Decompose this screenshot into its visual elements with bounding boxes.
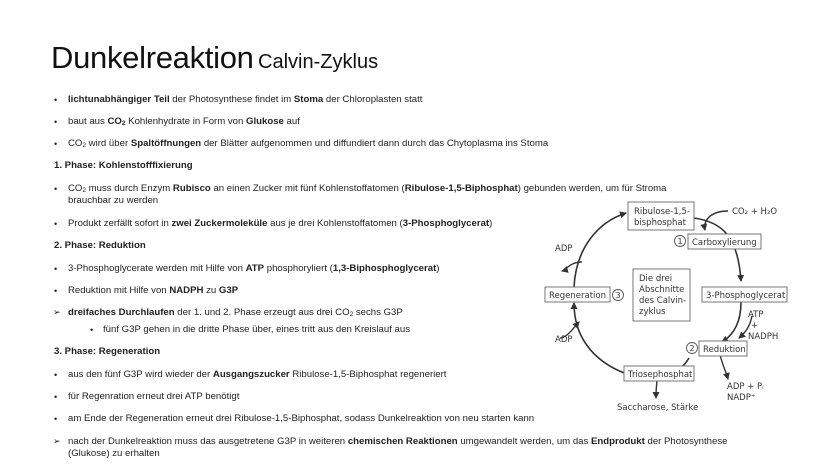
- arrow-pgly-to-reduktion: [722, 302, 741, 342]
- bold-text: Endprodukt: [590, 436, 645, 447]
- text: zu: [203, 285, 219, 296]
- bullet-dot: •: [54, 184, 58, 194]
- label-3-phosphoglycerat: 3-Phosphoglycerat: [706, 291, 786, 301]
- bullet-dot: •: [54, 370, 58, 380]
- bullet-dot: •: [54, 392, 58, 402]
- subscript: 2: [82, 187, 87, 194]
- text: der 1. und 2. Phase erzeugt aus drei CO: [174, 307, 350, 318]
- bold-text: Spaltöffnungen: [130, 138, 202, 149]
- bullet-dot: •: [54, 286, 58, 296]
- bold-text: zwei Zuckermoleküle: [171, 218, 268, 229]
- bold-text: 3-Phosphoglycerat: [402, 218, 490, 229]
- text: aus den fünf G3P wird wieder der: [68, 369, 213, 380]
- text: aus je drei Kohlenstoffatomen (: [267, 218, 403, 229]
- text: wird über: [86, 138, 131, 149]
- text: muss durch Enzym: [86, 183, 173, 194]
- bullet-7: [68, 285, 238, 297]
- arrow-regen-to-ribulose: [574, 213, 626, 287]
- bold-text: lichtunabhängiger Teil: [68, 94, 170, 105]
- bullet-6: [68, 263, 439, 275]
- label-center-2: Abschnitte: [639, 285, 685, 295]
- label-saccharose: Saccharose, Stärke: [617, 403, 699, 413]
- subscript: 2: [121, 120, 126, 127]
- text: CO: [68, 138, 83, 149]
- bullet-10: [68, 369, 446, 381]
- text: auf: [283, 116, 300, 127]
- label-atp: ATP: [748, 310, 764, 320]
- label-regeneration: Regeneration: [549, 291, 606, 301]
- arrow-saccharose-out: [656, 380, 657, 398]
- bold-text: ATP: [245, 263, 265, 274]
- text: ): [436, 263, 440, 274]
- text: nach der Dunkelreaktion muss das ausgetretene G3P in weiteren: [68, 436, 348, 447]
- label-adp-pi: ADP + Pᵢ: [727, 382, 764, 392]
- title-sub: Calvin-Zyklus: [258, 51, 379, 73]
- bullet-8: [68, 307, 403, 321]
- bullet-5: [68, 218, 492, 230]
- text: Kohlenhydrate in Form von: [125, 116, 247, 127]
- text: sechs G3P: [353, 307, 403, 318]
- bullet-dot: •: [54, 219, 58, 229]
- label-ribulose-2: bisphosphat: [634, 218, 686, 228]
- text: baut aus: [68, 116, 108, 127]
- text: phosphoryliert (: [264, 263, 333, 274]
- bullet-11: für Regenration erneut drei ATP benötigt: [68, 391, 240, 402]
- text: CO: [68, 183, 83, 194]
- text: der Photosynthese findet im: [169, 94, 294, 105]
- arrow-co2-in: [705, 211, 728, 230]
- subscript: 2: [82, 142, 87, 149]
- bullet-dot: •: [54, 139, 58, 149]
- bold-text: dreifaches Durchlaufen: [68, 307, 175, 318]
- label-triosephosphat: Triosephosphat: [628, 370, 693, 380]
- arrow-bullet-icon: ➢: [53, 436, 61, 446]
- text: umgewandelt werden, um das: [457, 436, 591, 447]
- phase-2-heading: 2. Phase: Reduktion: [54, 240, 146, 251]
- bullet-1: [68, 94, 422, 106]
- subscript: 2: [349, 311, 354, 318]
- arrow-adp-out-top: [562, 262, 582, 271]
- label-center-1: Die drei: [639, 274, 673, 284]
- bullet-9: fünf G3P gehen in die dritte Phase über, eines tritt aus den Kreislauf aus: [103, 324, 411, 335]
- bullet-12: am Ende der Regeneration erneut drei Ribulose-1,5-Biphosphat, sodass Dunkelreaktion von neu starten kann: [68, 413, 535, 424]
- label-adp-top: ADP: [555, 244, 573, 254]
- step-1-number: 1: [677, 237, 683, 246]
- label-co2-h2o: CO₂ + H₂O: [732, 207, 778, 217]
- bold-text: G3P: [218, 285, 239, 296]
- text: der Chloroplasten statt: [323, 94, 423, 105]
- text: Ribulose-1,5-Biphosphat regeneriert: [289, 369, 447, 380]
- arrow-bullet-icon: ➢: [53, 307, 61, 317]
- text: der Blätter aufgenommen und diffundiert dann durch das Chytoplasma ins Stoma: [201, 138, 549, 149]
- calvin-cycle-diagram: [540, 195, 790, 420]
- bullet-4-continuation: brauchbar zu werden: [68, 195, 159, 206]
- bold-text: Glukose: [246, 116, 284, 127]
- bold-text: Stoma: [293, 94, 324, 105]
- arrow-adp-pi-out: [720, 355, 728, 379]
- bullet-dot: •: [54, 117, 58, 127]
- title-main: Dunkelreaktion: [51, 40, 254, 75]
- bullet-13: [68, 436, 727, 448]
- slide-title: [51, 40, 378, 76]
- label-carboxylierung: Carboxylierung: [692, 238, 757, 248]
- bullet-dot: •: [54, 414, 58, 424]
- label-nadph: NADPH: [748, 332, 779, 342]
- text: Reduktion mit Hilfe von: [68, 285, 170, 296]
- label-ribulose-1: Ribulose-1,5-: [634, 207, 690, 217]
- bullet-2: [68, 116, 300, 130]
- label-center-3: des Calvin-: [639, 296, 687, 306]
- text: ) gebunden werden, um für Stroma: [517, 183, 667, 194]
- bullet-dot: •: [54, 95, 58, 105]
- text: 3-Phosphoglycerate werden mit Hilfe von: [68, 263, 246, 274]
- label-reduktion: Reduktion: [703, 345, 746, 355]
- text: der Photosynthese: [644, 436, 728, 447]
- bold-text: 1,3-Biphosphoglycerat: [332, 263, 437, 274]
- step-2-number: 2: [689, 344, 695, 353]
- text: Produkt zerfällt sofort in: [68, 218, 172, 229]
- phase-1-heading: 1. Phase: Kohlenstofffixierung: [54, 160, 193, 171]
- label-adp-bottom: ADP: [555, 335, 573, 345]
- text: CO: [107, 116, 122, 127]
- phase-3-heading: 3. Phase: Regeneration: [54, 346, 161, 357]
- bold-text: Ribulose-1,5-Biphosphat: [404, 183, 518, 194]
- label-center-4: zyklus: [639, 307, 666, 317]
- label-plus: +: [751, 321, 759, 331]
- bullet-3: [68, 138, 548, 152]
- bullet-dot: •: [54, 264, 58, 274]
- bold-text: Ausgangszucker: [212, 369, 290, 380]
- arrow-triose-to-regen: [574, 303, 624, 373]
- bold-text: NADPH: [169, 285, 204, 296]
- bullet-dot: •: [90, 325, 94, 335]
- bold-text: chemischen Reaktionen: [347, 436, 458, 447]
- step-3-number: 3: [615, 291, 621, 300]
- text: ): [489, 218, 493, 229]
- label-nadp: NADP⁺: [727, 393, 756, 403]
- bold-text: Rubisco: [172, 183, 211, 194]
- bullet-13-continuation: (Glukose) zu erhalten: [68, 448, 160, 459]
- text: an einen Zucker mit fünf Kohlenstoffatomen (: [210, 183, 405, 194]
- bold-text: [107, 116, 125, 127]
